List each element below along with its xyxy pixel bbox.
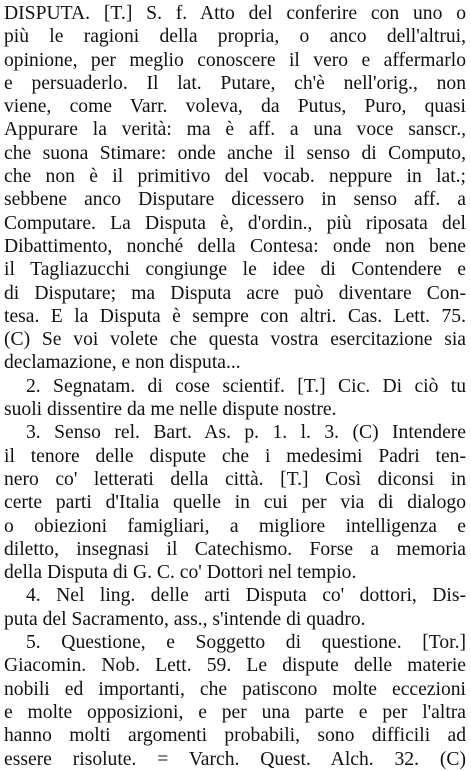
sense-2-line: suoli dissentire da me nelle dispute nostre. xyxy=(4,399,337,421)
entry-line: tesa. E la Disputa è sempre con altri. Cas. Lett. 75. xyxy=(4,305,466,327)
entry-line: declamazione, e non disputa... xyxy=(4,352,241,374)
entry-line: più le ragioni della propria, o anco dell'altrui, xyxy=(4,26,466,48)
sense-5-line: hanno molti argomenti probabili, sono difficili ad xyxy=(4,725,466,747)
sense-3-line: certe parti d'Italia quelle in cui per via di dialogo xyxy=(4,492,466,514)
entry-line: di Disputare; ma Disputa acre può diventare Con- xyxy=(4,282,466,304)
sense-5-line: Giacomin. Nob. Lett. 59. Le dispute delle materie xyxy=(4,655,466,677)
entry-line: che non è il primitivo del vocab. neppure in lat.; xyxy=(4,166,466,188)
entry-line: sebbene anco Disputare dicessero in senso aff. a xyxy=(4,189,466,211)
entry-line: Dibattimento, nonché della Contesa: onde non bene xyxy=(4,235,466,257)
entry-line: (C) Se voi volete che questa vostra esercitazione sia xyxy=(4,329,466,351)
sense-5-line: e molte opposizioni, e per una parte e per l'altra xyxy=(4,701,466,723)
sense-3-line: il tenore delle dispute che i medesimi Padri ten- xyxy=(4,445,466,467)
sense-5-line: nobili ed importanti, che patiscono molte eccezioni xyxy=(4,678,466,700)
sense-5-line: 5. Questione, e Soggetto di questione. [Tor.] xyxy=(26,632,466,654)
entry-line: e persuaderlo. Il lat. Putare, ch'è nell'orig., non xyxy=(4,72,466,94)
entry-line: che suona Stimare: onde anche il senso di Computo, xyxy=(4,142,466,164)
sense-3-line: o obiezioni famigliari, a migliore intelligenza e xyxy=(4,515,466,537)
entry-line: viene, come Varr. voleva, da Putus, Puro, quasi xyxy=(4,96,466,118)
sense-3-line: della Disputa di G. C. co' Dottori nel tempio. xyxy=(4,562,357,584)
sense-4-line: 4. Nel ling. delle arti Disputa co' dottori, Dis- xyxy=(26,585,466,607)
sense-5-line: essere risolute. = Varch. Quest. Alch. 32. (C) xyxy=(4,748,466,770)
sense-2-line: 2. Segnatam. di cose scientif. [T.] Cic. Di ciò tu xyxy=(26,375,466,397)
dictionary-entry xyxy=(4,2,466,771)
entry-line: Computare. La Disputa è, d'ordin., più riposata del xyxy=(4,212,466,234)
sense-3-line: 3. Senso rel. Bart. As. p. 1. l. 3. (C) Intendere xyxy=(26,422,466,444)
sense-3-line: nero co' letterati della città. [T.] Così diconsi in xyxy=(4,468,466,490)
sense-4-line: puta del Sacramento, ass., s'intende di quadro. xyxy=(4,608,366,630)
entry-line: opinione, per meglio conoscere il vero e affermarlo xyxy=(4,49,466,71)
entry-line: Appurare la verità: ma è aff. a una voce sanscr., xyxy=(4,119,466,141)
entry-line: DISPUTA. [T.] S. f. Atto del conferire con uno o xyxy=(4,3,466,24)
sense-3-line: diletto, insegnasi il Catechismo. Forse a memoria xyxy=(4,538,466,560)
entry-line: il Tagliazucchi congiunge le idee di Contendere e xyxy=(4,259,466,281)
